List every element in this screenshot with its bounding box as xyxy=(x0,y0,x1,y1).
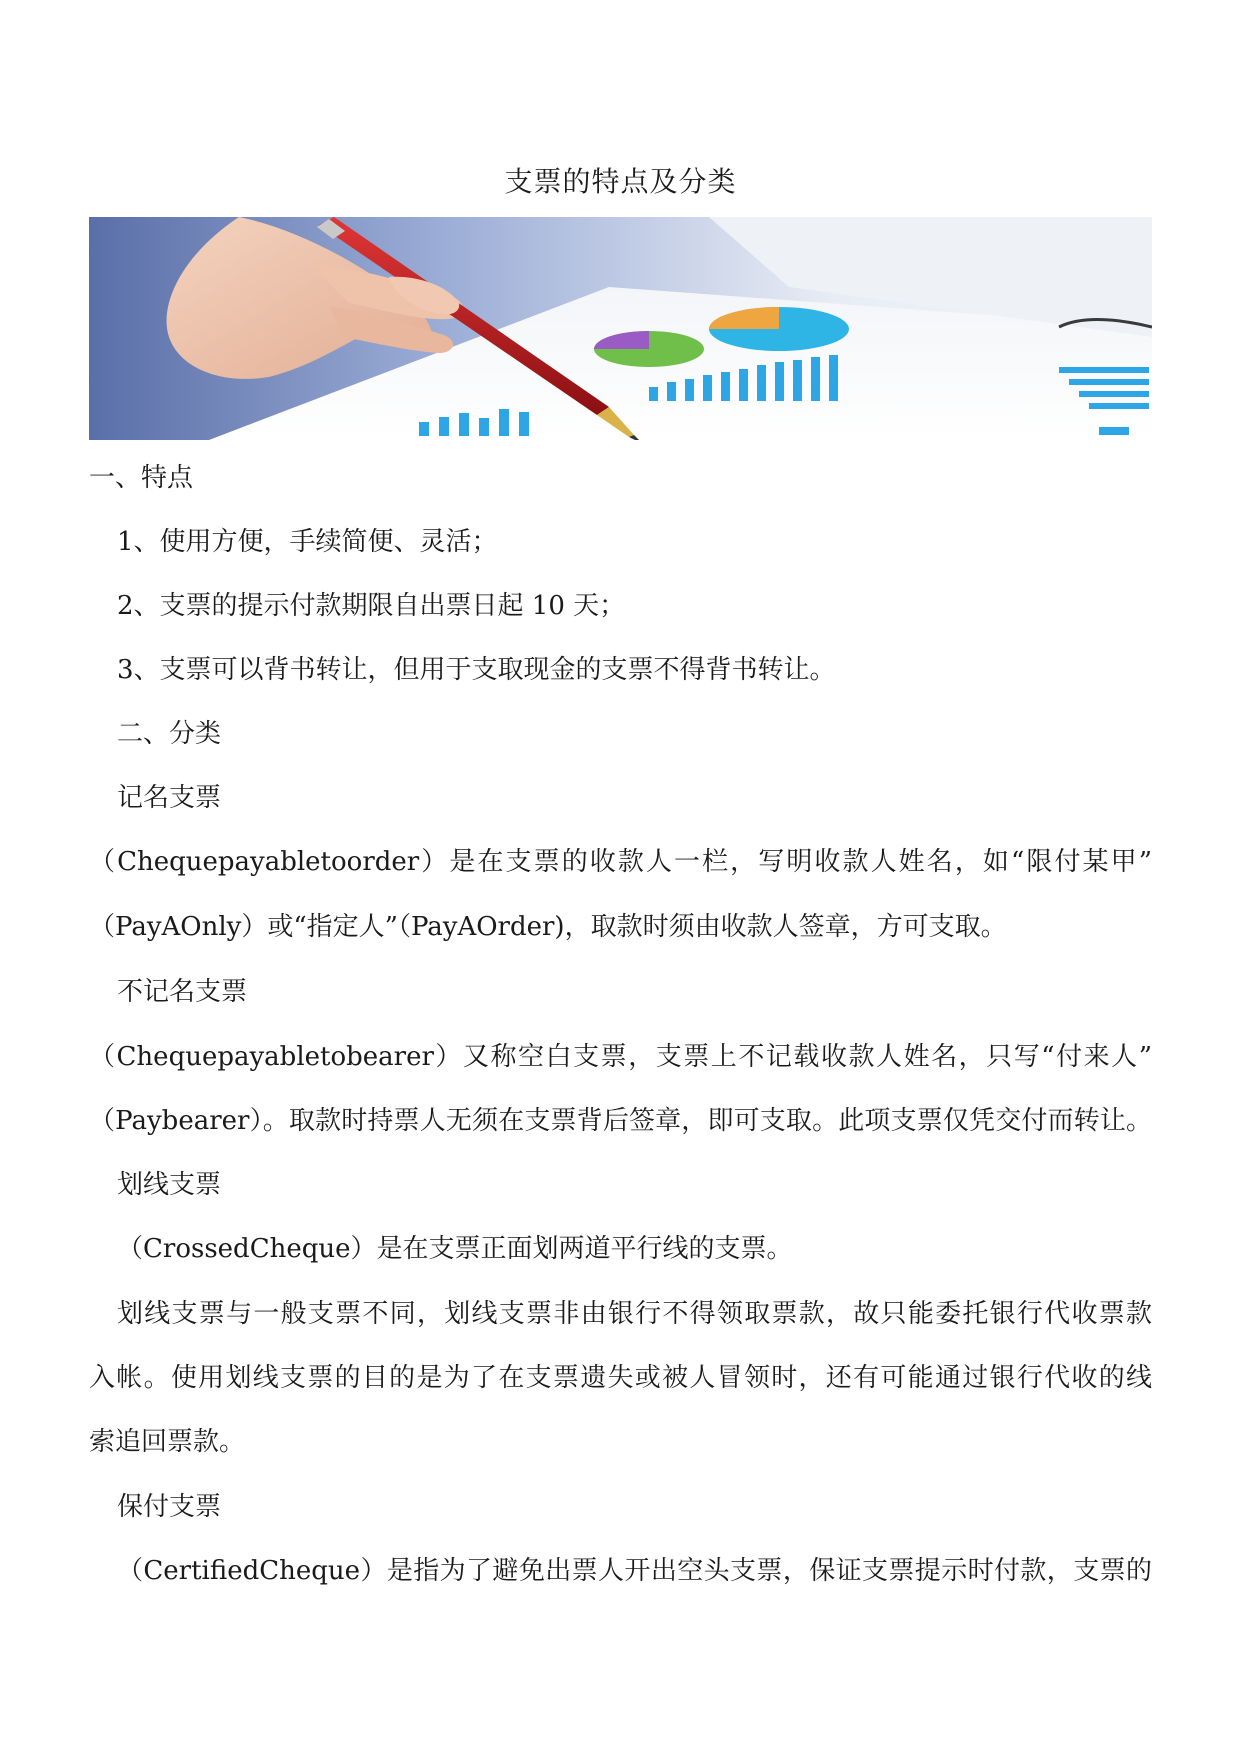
paragraph-line: （Paybearer）。取款时持票人无须在支票背后签章，即可支取。此项支票仅凭交付而转让。 xyxy=(89,1106,1152,1136)
subheading-order-cheque: 记名支票 xyxy=(117,783,222,813)
subheading-certified-cheque: 保付支票 xyxy=(117,1492,222,1522)
paragraph-line: 入帐。使用划线支票的目的是为了在支票遗失或被人冒领时，还有可能通过银行代收的线 xyxy=(89,1363,1152,1393)
paragraph-line: （PayAOnly）或“指定人”（PayAOrder)，取款时须由收款人签章，方可支取。 xyxy=(89,912,1007,942)
banner-image xyxy=(89,217,1152,440)
section-heading-features: 一、特点 xyxy=(89,463,194,493)
document-title: 支票的特点及分类 xyxy=(504,165,737,198)
section-heading-classification: 二、分类 xyxy=(117,719,222,749)
paragraph-line: 索追回票款。 xyxy=(89,1427,246,1457)
feature-item-3: 3、支票可以背书转让，但用于支取现金的支票不得背书转让。 xyxy=(117,655,836,685)
feature-item-1: 1、使用方便，手续简便、灵活； xyxy=(117,527,498,557)
feature-item-2: 2、支票的提示付款期限自出票日起 10 天； xyxy=(117,591,626,621)
paragraph-line: 划线支票与一般支票不同，划线支票非由银行不得领取票款，故只能委托银行代收票款 xyxy=(117,1299,1152,1329)
paragraph-line: （Chequepayabletobearer）又称空白支票，支票上不记载收款人姓名，只写“付来人” xyxy=(89,1042,1152,1072)
subheading-bearer-cheque: 不记名支票 xyxy=(117,977,248,1007)
paragraph-line: （Chequepayabletoorder）是在支票的收款人一栏，写明收款人姓名，如“限付某甲” xyxy=(89,847,1152,877)
paragraph-line: （CertifiedCheque）是指为了避免出票人开出空头支票，保证支票提示时付款，支票的 xyxy=(117,1556,1152,1586)
paragraph-line: （CrossedCheque）是在支票正面划两道平行线的支票。 xyxy=(117,1234,793,1264)
subheading-crossed-cheque: 划线支票 xyxy=(117,1170,222,1200)
